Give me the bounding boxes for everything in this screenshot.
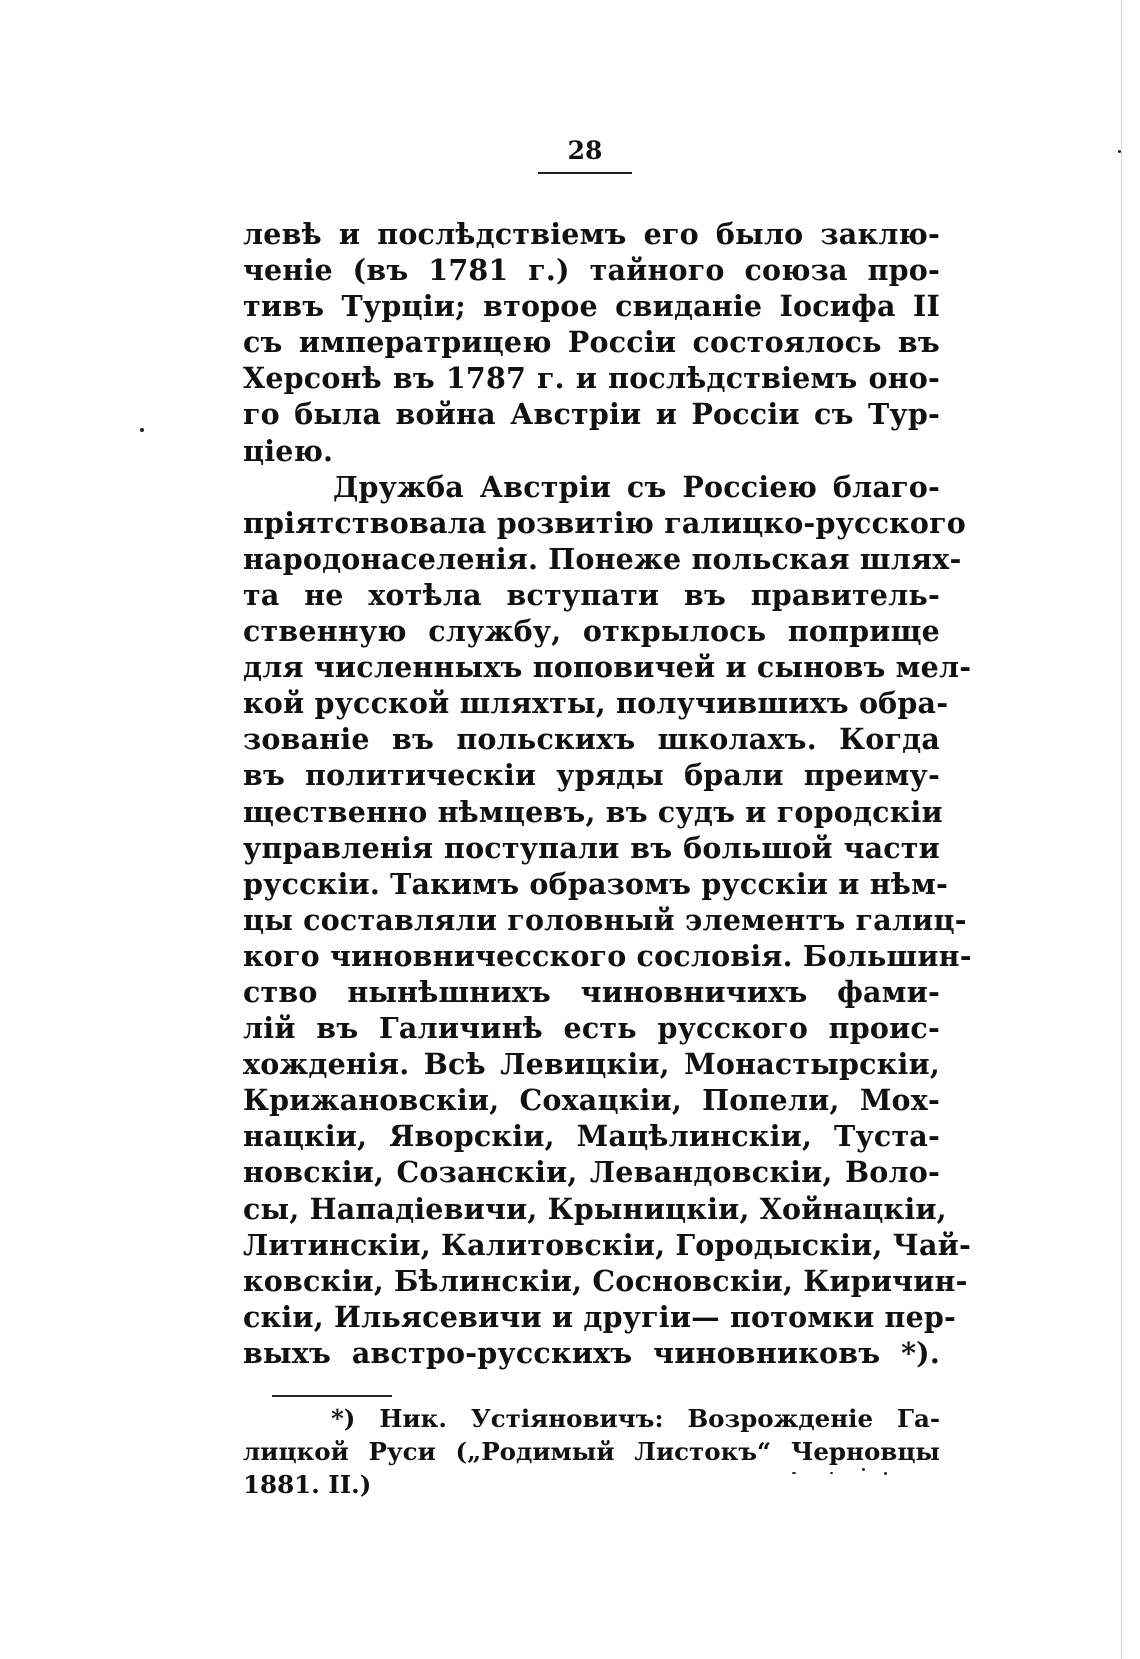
text-line: ченіе (въ 1781 г.) тайного союза про-: [243, 253, 940, 288]
print-speck: [140, 428, 144, 432]
page-number-underline: [538, 172, 632, 174]
footnote-line: 1881. II.): [243, 1470, 372, 1499]
text-line: та не хотѣла вступати въ правитель-: [243, 577, 940, 612]
text-line: тивъ Турціи; второе свиданіе Іосифа II: [243, 289, 940, 324]
text-line: кого чиновничеccкого сословія. Большин-: [243, 938, 972, 973]
print-speck: [884, 1472, 887, 1475]
print-speck: [862, 1468, 865, 1471]
page-edge: [1121, 0, 1140, 1659]
print-speck: [1118, 150, 1121, 153]
footnote: [243, 1402, 940, 1501]
text-line: кой русской шляхты, получившихъ обра-: [243, 686, 949, 721]
text-line: ство нынѣшнихъ чиновничихъ фами-: [243, 974, 940, 1009]
text-line: Крижановскіи, Сохацкіи, Попели, Мох-: [243, 1083, 940, 1118]
text-line: въ политическіи уряды брали преиму-: [243, 758, 940, 793]
text-line: зованіе въ польскихъ школахъ. Когда: [243, 722, 940, 757]
text-line: щественно нѣмцевъ, въ судъ и городскіи: [243, 794, 943, 829]
print-speck: [830, 1472, 833, 1474]
text-line: хожденія. Всѣ Левицкіи, Монастырскіи,: [243, 1047, 940, 1082]
text-line: русскіи. Такимъ образомъ русскіи и нѣм-: [243, 866, 949, 901]
text-line: выхъ австро-русскихъ чиновниковъ *).: [243, 1335, 940, 1370]
text-line: ственную службу, открылось поприще: [243, 614, 940, 649]
text-line: Херсонѣ въ 1787 г. и послѣдствіемъ оно-: [243, 361, 940, 396]
text-line: цы составляли головный элементъ галиц-: [243, 902, 967, 937]
footnote-separator: [272, 1395, 392, 1397]
body-text: [243, 216, 972, 1371]
text-line: народонаселенія. Понеже польская шлях-: [243, 541, 962, 576]
text-line: для численныхъ поповичей и сыновъ мел-: [243, 650, 972, 685]
footnote-line: *) Ник. Устіяновичъ: Возрожденіе Га-: [331, 1404, 940, 1433]
text-line: сы, Нападіевичи, Крыницкіи, Хойнацкіи,: [243, 1191, 947, 1226]
text-line: го была война Австріи и Россіи съ Тур-: [243, 397, 940, 432]
text-line: пріятствовала розвитію галицко-русского: [243, 505, 966, 540]
text-line: ковскіи, Бѣлинскіи, Сосновскіи, Киричин-: [243, 1263, 968, 1298]
text-line: управленія поступали въ большой части: [243, 830, 940, 865]
print-speck: [792, 1472, 796, 1474]
text-line: нацкіи, Яворскіи, Мацѣлинскіи, Туста-: [243, 1119, 940, 1154]
text-line: Литинскіи, Калитовскіи, Городыскіи, Чай-: [243, 1227, 971, 1262]
text-line: скіи, Ильясевичи и другіи— потомки пер-: [243, 1299, 957, 1334]
text-line: ціею.: [243, 433, 334, 468]
text-line: лій въ Галичинѣ есть русского проис-: [243, 1011, 940, 1046]
paragraph-start-line: Дружба Австріи съ Россіею благо-: [333, 469, 940, 504]
page-number: 28: [567, 136, 603, 165]
text-line: съ императрицею Россіи состоялось въ: [243, 325, 940, 360]
text-line: новскіи, Созанскіи, Левандовскіи, Воло-: [243, 1155, 940, 1190]
text-line: левѣ и послѣдствіемъ его было заклю-: [243, 217, 940, 251]
footnote-line: лицкой Руси („Родимый Листокъ“ Черновцы: [243, 1437, 940, 1466]
